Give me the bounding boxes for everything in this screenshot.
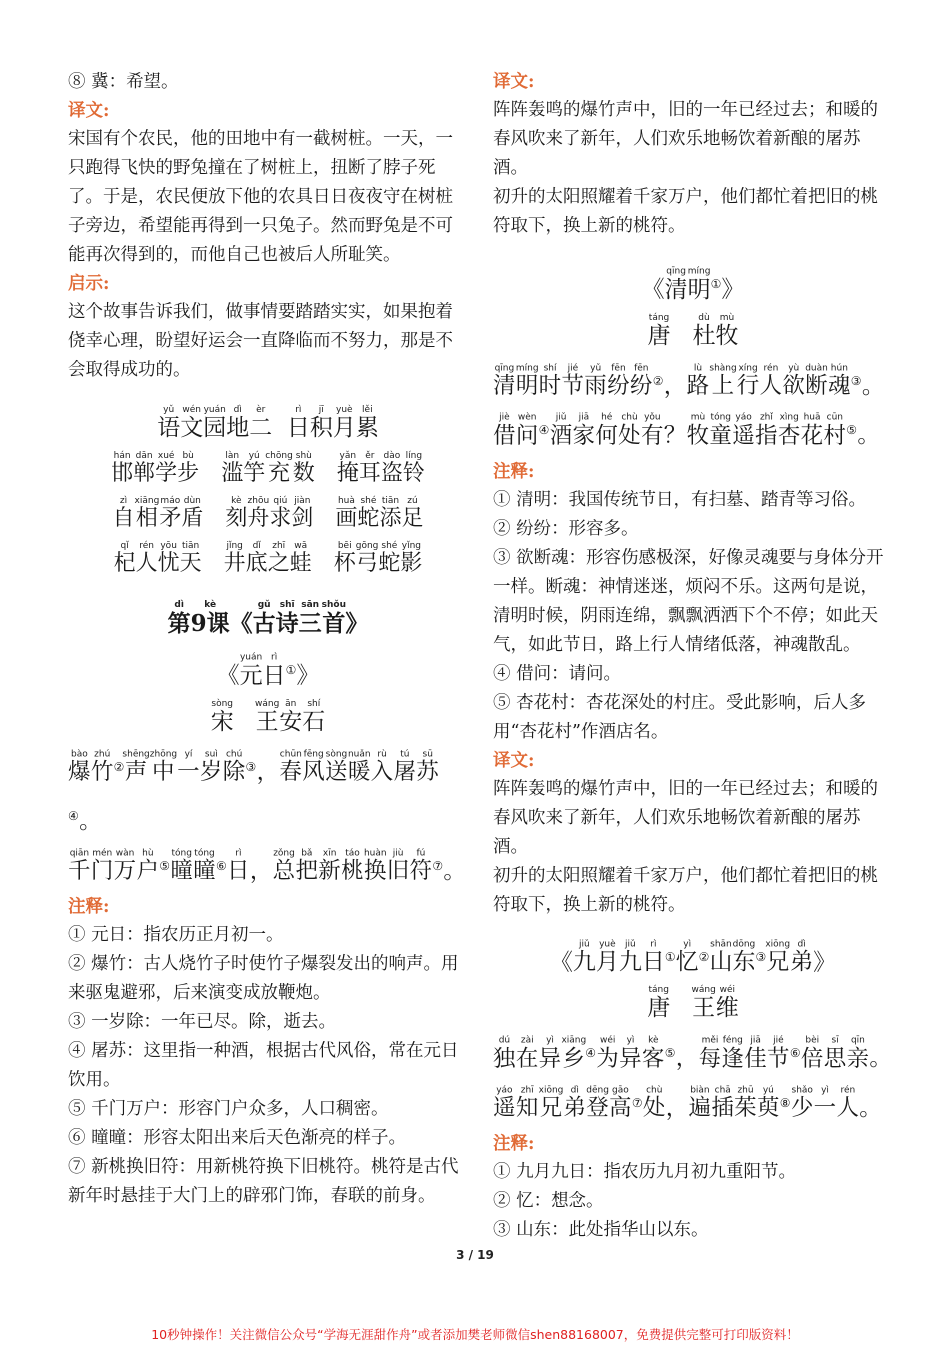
translation-text: 阵阵轰鸣的爆竹声中，旧的一年已经过去；和暖的春风吹来了新年，人们欢乐地畅饮着新酿的屠苏酒。 <box>493 778 878 857</box>
idiom-row-2 <box>68 496 468 541</box>
insight-label: 启示: <box>68 274 110 294</box>
poem3-author: 唐táng 王wáng维wéi <box>647 985 739 1022</box>
note-item: ⑥ 曈曈：形容太阳出来后天色渐亮的样子。 <box>68 1128 407 1149</box>
note-item: ⑤ 杏花村：杏花深处的村庄。受此影响，后人多用“杏花村”作酒店名。 <box>493 692 867 742</box>
note-item: ⑤ 千门万户：形容门户众多，人口稠密。 <box>68 1099 389 1120</box>
poem2-title: 《清qīng明míng①》 <box>641 266 745 303</box>
idiom: 画huà蛇shé添tiān足zú <box>335 496 424 531</box>
note-item: ⑦ 新桃换旧符：用新桃符换下旧桃符。桃符是古代新年时悬挂于大门上的辟邪门饰，春联的前身。 <box>68 1157 459 1207</box>
note-8: ⑧ 冀：希望。 <box>68 72 179 92</box>
translation-text: 初升的太阳照耀着千家万户，他们都忙着把旧的桃符取下，换上新的桃符。 <box>493 865 878 915</box>
right-column <box>493 68 893 1245</box>
translation-text: 宋国有个农民，他的田地中有一截树桩。一天，一只跑得飞快的野兔撞在了树桩上，扭断了脖子死了。于是，农民便放下他的农具日日夜夜守在树桩子旁边，希望能再得到一只兔子。然而野兔是不可能再次得到的，而他自己也被后人所耻笑。 <box>68 129 453 265</box>
idiom: 杞qǐ人rén忧yōu天tiān <box>113 541 202 576</box>
notes-label: 注释: <box>68 897 110 918</box>
poem3-line1: 独dú在zài异yì乡xiāng④为wéi异yì客kè⑤，每měi逢féng佳jiā节jié⑥倍bèi思sī亲qīn。 <box>493 1035 893 1072</box>
idiom: 滥làn竽yú充chōng数shù <box>221 451 315 486</box>
idiom: 杯bēi弓gōng蛇shé影yǐng <box>333 541 423 576</box>
idiom: 邯hán郸dān学xué步bù <box>111 451 200 486</box>
translation-text: 初升的太阳照耀着千家万户，他们都忙着把旧的桃符取下，换上新的桃符。 <box>493 187 878 236</box>
poem1-line2: 千qiān门mén万wàn户hù⑤曈tóng曈tóng⑥日rì，总zǒng把bǎ新xīn桃táo换huàn旧jiù符fú⑦。 <box>68 848 467 885</box>
poem2-line2: 借jiè问wèn④酒jiǔ家jiā何hé处chù有yǒu？牧mù童tóng遥yáo指zhǐ杏xìng花huā村cūn⑤。 <box>493 412 881 449</box>
section-title: 语yǔ文wén园yuán地dì二èr 日rì积jī月yuè累lěi <box>157 405 379 441</box>
page-number: 3 / 19 <box>456 1248 494 1262</box>
note-item: ② 爆竹：古人烧竹子时使竹子爆裂发出的响声。用来驱鬼避邪，后来演变成放鞭炮。 <box>68 954 459 1004</box>
translation-label: 译文: <box>493 72 535 92</box>
note-item: ② 忆：想念。 <box>493 1191 604 1212</box>
translation-label: 译文: <box>493 750 535 771</box>
poem3-title: 《九jiǔ月yuè九jiǔ日rì①忆yì②山shān东dōng③兄xiōng弟dì》 <box>549 939 837 976</box>
note-item: ① 清明：我国传统节日，有扫墓、踏青等习俗。 <box>493 489 867 510</box>
translation-label: 译文: <box>68 101 110 121</box>
insight-text: 这个故事告诉我们，做事情要踏踏实实，如果抱着侥幸心理，盼望好运会一直降临而不努力，那是不会取得成功的。 <box>68 302 453 380</box>
idiom: 掩yǎn耳ěr盗dào铃líng <box>336 451 425 486</box>
left-column <box>68 68 468 1211</box>
idiom: 自zì相xiāng矛máo盾dùn <box>112 496 204 531</box>
poem3-line2: 遥yáo知zhī兄xiōng弟dì登dēng高gāo⑦处chù，遍biàn插chā茱zhū萸yú⑧少shǎo一yì人rén。 <box>493 1085 883 1122</box>
translation-text: 阵阵轰鸣的爆竹声中，旧的一年已经过去；和暖的春风吹来了新年，人们欢乐地畅饮着新酿的屠苏酒。 <box>493 100 878 178</box>
poem1-author: 宋sòng 王wáng安ān石shí <box>210 698 326 735</box>
note-item: ③ 山东：此处指华山以东。 <box>493 1220 709 1241</box>
idiom: 井jǐng底dǐ之zhī蛙wā <box>223 541 312 576</box>
poem1-line1: 爆bào竹zhú②声shēng中zhōng一yí岁suì除chú③，春chūn风fēng送sòng暖nuǎn入rù屠tú苏sū④。 <box>68 749 440 835</box>
poem1-title: 《元yuán日rì①》 <box>216 652 320 689</box>
note-item: ④ 借问：请问。 <box>493 663 622 684</box>
note-item: ② 纷纷：形容多。 <box>493 518 639 539</box>
note-item: ① 九月九日：指农历九月初九重阳节。 <box>493 1162 797 1183</box>
notes-label: 注释: <box>493 1134 535 1155</box>
idiom-row-3 <box>68 541 468 586</box>
footer-promo: 10秒钟操作！关注微信公众号“学海无涯甜作舟”或者添加樊老师微信shen88168007，免费提供完整可打印版资料！ <box>151 1327 799 1342</box>
note-item: ④ 屠苏：这里指一种酒，根据古代风俗，常在元日饮用。 <box>68 1041 459 1091</box>
note-item: ③ 欲断魂：形容伤感极深，好像灵魂要与身体分开一样。断魂：神情迷迷，烦闷不乐。这两句是说，清明时候，阴雨连绵，飘飘洒洒下个不停；如此天气，如此节日，路上行人情绪低落，神魂散乱。 <box>493 547 884 655</box>
poem2-author: 唐táng 杜dù牧mù <box>647 312 739 349</box>
notes-label: 注释: <box>493 461 535 482</box>
idiom-row-1 <box>68 451 468 496</box>
lesson-title: 第dì9课kè《古gǔ诗shī三sān首shǒu》 <box>167 600 369 637</box>
note-item: ③ 一岁除：一年已尽。除，逝去。 <box>68 1012 337 1033</box>
idiom: 刻kè舟zhōu求qiú剑jiàn <box>225 496 314 531</box>
note-item: ① 元日：指农历正月初一。 <box>68 925 284 946</box>
poem2-line1: 清qīng明míng时shí节jié雨yǔ纷fēn纷fēn②，路lù上shàng行xíng人rén欲yù断duàn魂hún③。 <box>493 363 885 400</box>
